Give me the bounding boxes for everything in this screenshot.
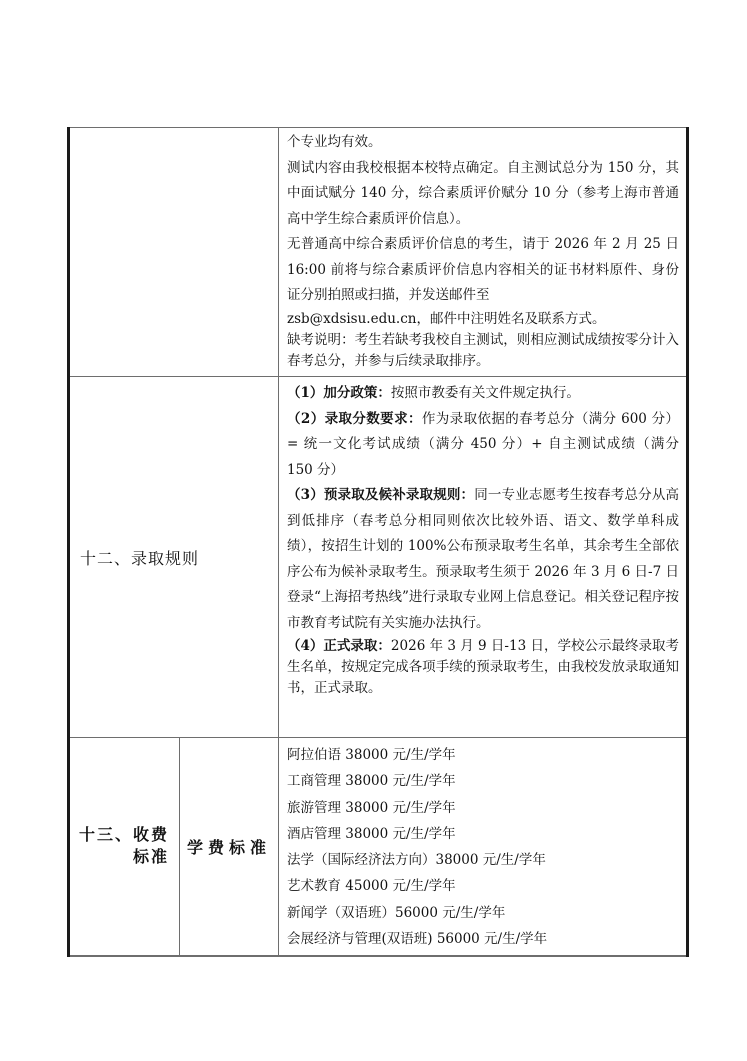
rule-bonus-policy	[287, 381, 679, 407]
empty-label-cell	[69, 128, 279, 377]
fee-item-exhibition-economics: 会展经济与管理(双语班) 56000 元/生/学年	[287, 931, 548, 948]
section-label-fee-standard	[69, 738, 180, 956]
fee-label-line-1: 十三、收费	[78, 825, 169, 845]
admissions-table	[67, 127, 689, 957]
fee-label-line-2: 标准	[132, 847, 169, 867]
row-self-test-continued	[69, 128, 688, 377]
fee-item-hotel-mgmt: 酒店管理 38000 元/生/学年	[287, 825, 456, 842]
self-test-details-cell	[279, 128, 688, 377]
paragraph-test-content: 测试内容由我校根据本校特点确定。自主测试总分为 150 分，其中面试赋分 140 分，综合素质评价赋分 10 分（参考上海市普通高中学生综合素质评价信息）。	[287, 159, 679, 227]
rule-bonus-policy-text: 按照市教委有关文件规定执行。	[390, 385, 580, 401]
rule-score-requirement	[287, 407, 679, 484]
rule-pre-admission-lead: （3）预录取及候补录取规则：	[287, 487, 475, 503]
fee-item-tourism-mgmt: 旅游管理 38000 元/生/学年	[287, 799, 456, 816]
rule-pre-admission	[287, 483, 679, 636]
admission-rules-cell	[279, 377, 688, 738]
sub-label-tuition: 学费标准	[180, 738, 279, 956]
paragraph-email: zsb@xdsisu.edu.cn，邮件中注明姓名及联系方式。	[287, 310, 606, 327]
rule-formal-admission	[287, 636, 679, 699]
tuition-list-cell	[279, 738, 688, 956]
fee-item-law: 法学（国际经济法方向）38000 元/生/学年	[287, 852, 546, 869]
rule-bonus-policy-lead: （1）加分政策：	[287, 385, 391, 401]
rule-formal-admission-text: 2026 年 3 月 9 日-13 日，学校公示最终录取考生名单，按规定完成各项手续的预录取考生，由我校发放录取通知书，正式录取。	[287, 638, 679, 696]
fee-item-art-education: 艺术教育 45000 元/生/学年	[287, 878, 456, 895]
rule-score-requirement-lead: （2）录取分数要求：	[287, 410, 422, 427]
rule-score-requirement-text: 作为录取依据的春考总分（满分 600 分）= 统一文化考试成绩（满分 450 分）+ 自主测试成绩（满分 150 分）	[287, 410, 679, 478]
paragraph-no-evaluation-info: 无普通高中综合素质评价信息的考生，请于 2026 年 2 月 25 日 16:00 前将与综合素质评价信息内容相关的证书材料原件、身份证分别拍照或扫描，并发送邮件至	[287, 236, 679, 303]
paragraph-valid-majors: 个专业均有效。	[287, 134, 382, 150]
fee-item-business-admin: 工商管理 38000 元/生/学年	[287, 773, 456, 790]
row-admission-rules	[69, 377, 688, 738]
fee-item-arabic: 阿拉伯语 38000 元/生/学年	[287, 747, 456, 763]
row-fee-standard	[69, 738, 688, 956]
rule-formal-admission-lead: （4）正式录取：	[287, 638, 391, 654]
rule-pre-admission-text: 同一专业志愿考生按春考总分从高到低排序（春考总分相同则依次比较外语、语文、数学单科成绩），按招生计划的 100%公布预录取考生名单，其余考生全部依序公布为候补录取考生。预录取考生须于 2026 年 3 月 6 日-7 日登录“上海招考热线”进行录取专业网上信息登记。相关登记程序按市教育考试院有关实施办法执行。	[287, 487, 679, 631]
section-label-admission-rules: 十二、录取规则	[69, 377, 279, 738]
fee-item-journalism: 新闻学（双语班）56000 元/生/学年	[287, 904, 506, 921]
paragraph-absence-note: 缺考说明：考生若缺考我校自主测试，则相应测试成绩按零分计入春考总分，并参与后续录取排序。	[287, 331, 679, 369]
